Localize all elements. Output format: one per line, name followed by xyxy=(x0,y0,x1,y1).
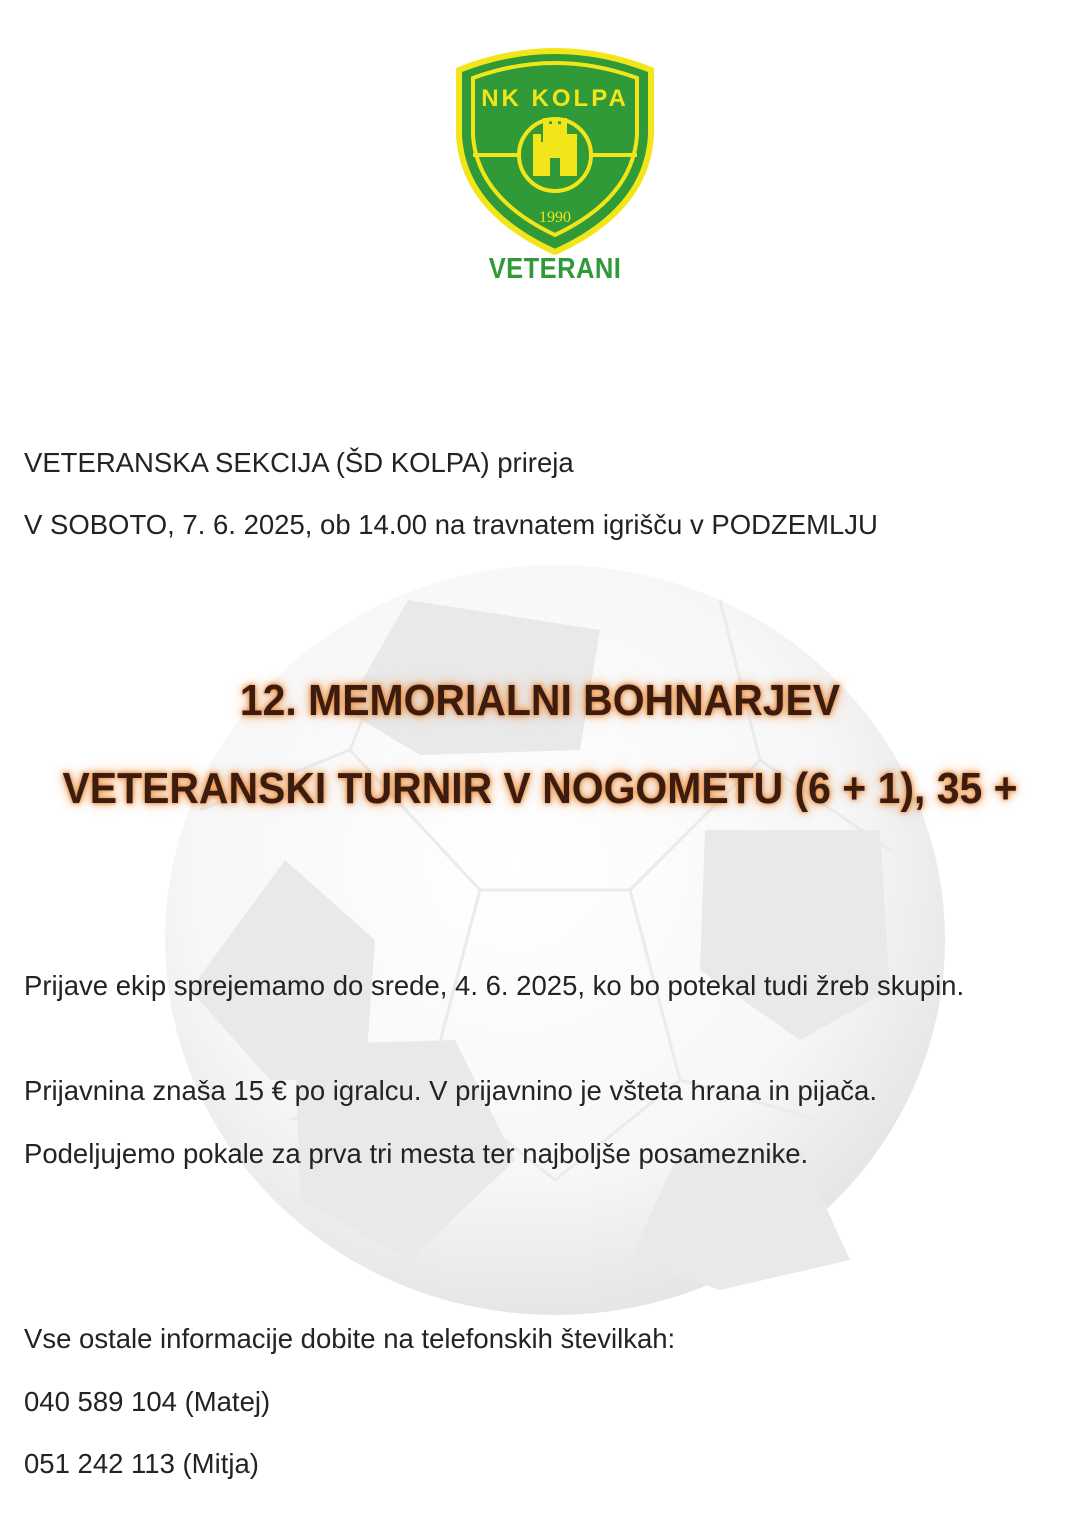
entry-fee-info: Prijavnina znaša 15 € po igralcu. V prijavnino je všteta hrana in pijača. xyxy=(24,1075,877,1106)
tournament-title-line1: 12. MEMORIALNI BOHNARJEV xyxy=(239,676,841,725)
crest-founded-year: 1990 xyxy=(539,209,571,226)
awards-info: Podeljujemo pokale za prva tri mesta ter najboljše posameznike. xyxy=(24,1138,809,1169)
contact-phone-matej: 040 589 104 (Matej) xyxy=(24,1386,271,1417)
logo-subtitle: VETERANI xyxy=(488,253,622,285)
registration-info: Prijave ekip sprejemamo do srede, 4. 6. 2025, ko bo potekal tudi žreb skupin. xyxy=(24,970,965,1001)
crest-club-name: NK KOLPA xyxy=(481,85,629,112)
organizer-line: VETERANSKA SEKCIJA (ŠD KOLPA) prireja xyxy=(24,447,574,478)
club-crest-logo xyxy=(455,40,655,255)
contact-phone-mitja: 051 242 113 (Mitja) xyxy=(24,1448,259,1479)
soccer-ball-background xyxy=(160,560,950,1320)
date-location-line: V SOBOTO, 7. 6. 2025, ob 14.00 na travnatem igrišču v PODZEMLJU xyxy=(24,509,878,540)
contact-intro: Vse ostale informacije dobite na telefonskih številkah: xyxy=(24,1323,676,1354)
tournament-title-line2: VETERANSKI TURNIR V NOGOMETU (6 + 1), 35 + xyxy=(62,764,1018,813)
